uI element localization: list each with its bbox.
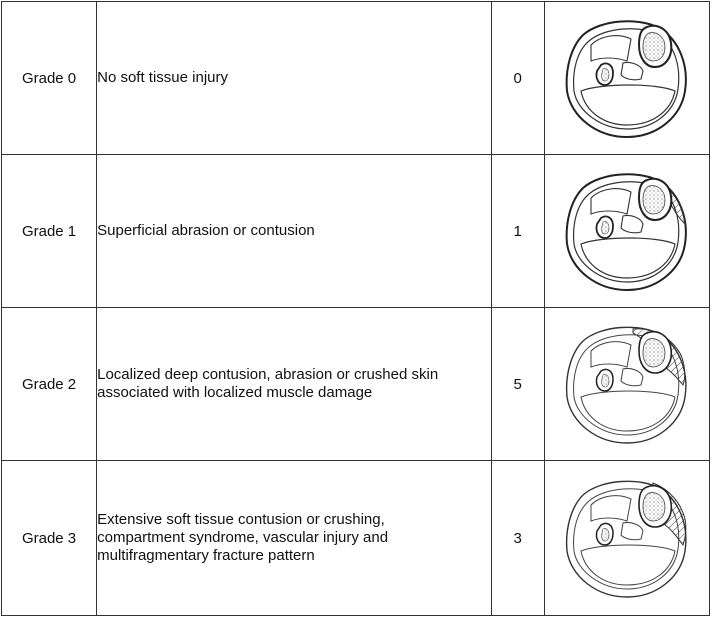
table-row-grade-0 bbox=[2, 2, 710, 155]
illustration-cell bbox=[544, 2, 709, 155]
illustration-cell bbox=[544, 308, 709, 461]
grade-score: 1 bbox=[491, 155, 544, 308]
grade-score: 0 bbox=[491, 2, 544, 155]
description-text: Extensive soft tissue contusion or crushing, compartment syndrome, vascular injury and multifragmentary fracture pattern bbox=[97, 511, 389, 564]
grade-description bbox=[97, 2, 492, 155]
grade-description bbox=[97, 308, 492, 461]
leg-cross-section-grade-3-image bbox=[561, 473, 693, 603]
grade-description bbox=[97, 155, 492, 308]
description-text: Superficial abrasion or contusion bbox=[97, 222, 315, 239]
leg-cross-section-grade-1-image bbox=[561, 166, 693, 296]
leg-cross-section-grade-0-image bbox=[561, 13, 693, 143]
grade-label: Grade 3 bbox=[2, 461, 97, 616]
illustration-cell bbox=[544, 461, 709, 616]
grade-score: 3 bbox=[491, 461, 544, 616]
grade-label: Grade 2 bbox=[2, 308, 97, 461]
table-row-grade-3 bbox=[2, 461, 710, 616]
grade-description bbox=[97, 461, 492, 616]
table-row-grade-1 bbox=[2, 155, 710, 308]
grade-label: Grade 0 bbox=[2, 2, 97, 155]
soft-tissue-grading-table bbox=[1, 1, 710, 616]
description-text: Localized deep contusion, abrasion or crushed skin associated with localized muscle damage bbox=[97, 366, 439, 401]
grade-label: Grade 1 bbox=[2, 155, 97, 308]
table-row-grade-2 bbox=[2, 308, 710, 461]
leg-cross-section-grade-2-image bbox=[561, 319, 693, 449]
illustration-cell bbox=[544, 155, 709, 308]
description-text: No soft tissue injury bbox=[97, 69, 229, 86]
grade-score: 5 bbox=[491, 308, 544, 461]
